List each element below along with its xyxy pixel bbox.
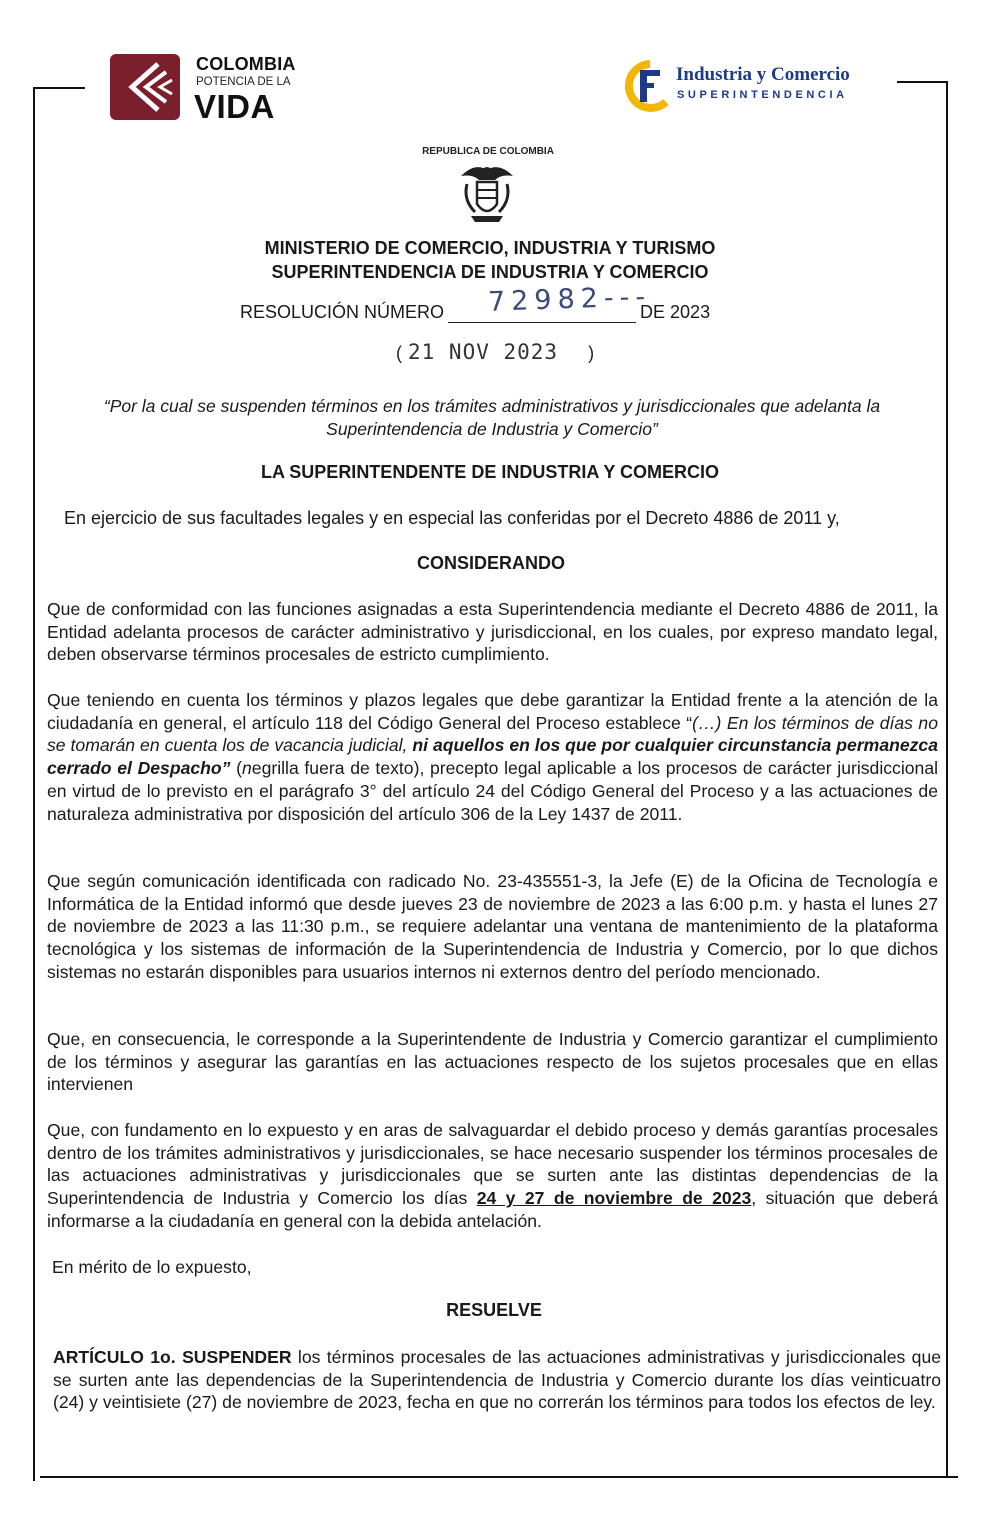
date-stamp: 21 NOV 2023: [408, 340, 559, 364]
p2-rest: egrilla fuera de texto), precepto legal aplicable a los procesos de carácter jurisdiccional en virtud de lo previsto en el parágrafo 3° del artículo 24 del Código General del Proceso y a las actuaciones de naturaleza administrativa por disposición del artículo 306 de la Ley 1437 de 2011.: [47, 758, 939, 824]
p5-text-end: , situación que deberá informarse a la ciudadanía en general con la debida antelación.: [47, 1188, 938, 1231]
resuelve-heading: RESUELVE: [446, 1300, 542, 1320]
ejercicio-paragraph: En ejercicio de sus facultades legales y en especial las conferidas por el Decreto 4886 de 2011 y,: [64, 508, 840, 528]
colombia-logo-icon: [110, 54, 180, 120]
logo-potencia-text: POTENCIA DE LA: [196, 76, 291, 88]
date-close-paren: ): [588, 343, 595, 363]
p2-quote-italic: (…) En los términos de días no se tomarán en cuenta los de vacancia judicial,: [47, 712, 938, 756]
republica-label: REPUBLICA DE COLOMBIA: [422, 146, 554, 157]
frame-bottom: [40, 1476, 958, 1478]
p2-intro: Que teniendo en cuenta los términos y plazos legales que debe garantizar la Entidad frente a la atención de la ciudadanía en general, el artículo 118 del Código General del Proceso establece “: [47, 690, 938, 733]
frame-top-left: [33, 87, 85, 89]
logo-colombia-text: COLOMBIA: [196, 54, 296, 74]
frame-top-right: [897, 81, 947, 83]
considerando-heading: CONSIDERANDO: [416, 553, 565, 573]
resolucion-year: DE 2023: [640, 302, 711, 322]
merito-paragraph: En mérito de lo expuesto,: [52, 1257, 252, 1277]
p2-paren: (: [230, 758, 242, 779]
articulo-1-label: ARTÍCULO 1o.: [53, 1347, 176, 1367]
frame-right: [946, 81, 948, 1476]
p5-text: Que, con fundamento en lo expuesto y en aras de salvaguardar el debido proceso y demás garantías procesales dentro de los trámites administrativos y jurisdiccionales, se hace necesario suspender los términos procesales de las actuaciones administrativas y jurisdiccionales que se surten ante las distintas dependencias de la Superintendencia de Industria y Comercio los días: [47, 1120, 938, 1209]
ministry-name: MINISTERIO DE COMERCIO, INDUSTRIA Y TURISMO: [264, 238, 716, 258]
superintendencia-name: SUPERINTENDENCIA DE INDUSTRIA Y COMERCIO: [271, 262, 709, 282]
coat-of-arms-icon: [455, 160, 519, 226]
considerando-paragraph-5: [47, 1119, 938, 1233]
resolucion-number-handwritten: 72982---: [487, 281, 652, 318]
resolucion-title-quote: “Por la cual se suspenden términos en los trámites administrativos y jurisdiccionales que adelanta la Superintendencia de Industria y Comercio”: [103, 396, 881, 439]
p2-quote-bold: ni aquellos en los que por cualquier circunstancia permanezca cerrado el Despacho”: [47, 735, 938, 779]
considerando-paragraph-3: Que según comunicación identificada con radicado No. 23-435551-3, la Jefe (E) de la Oficina de Tecnología e Informática de la Entidad informó que desde jueves 23 de noviembre de 2023 a las 6:00 p.m. y hasta el lunes 27 de noviembre de 2023 a las 11:30 p.m., se requiere adelantar una ventana de mantenimiento de la plataforma tecnológica y los sistemas de información de la Superintendencia de Industria y Comercio, por lo que dichos sistemas no estarán disponibles para usuarios internos ni externos dentro del período mencionado.: [47, 871, 938, 982]
resolucion-date: [396, 340, 594, 364]
p5-dates-underlined: 24 y 27 de noviembre de 2023: [476, 1188, 752, 1209]
sic-logo: [620, 58, 880, 112]
frame-left: [33, 87, 35, 1481]
superintendente-heading: LA SUPERINTENDENTE DE INDUSTRIA Y COMERCIO: [260, 462, 720, 482]
articulo-1-text: los términos procesales de las actuaciones administrativas y jurisdiccionales que se surten ante las dependencias de la Superintendencia de Industria y Comercio durante los días veinticuatro (24) y veintisiete (27) de noviembre de 2023, fecha en que no correrán los términos para todos los efectos de ley.: [53, 1347, 942, 1413]
logo-industria-comercio-text: Industria y Comercio: [676, 64, 850, 85]
articulo-1: [53, 1346, 941, 1414]
considerando-paragraph-2: [47, 689, 938, 825]
logo-superintendencia-text: SUPERINTENDENCIA: [677, 89, 848, 101]
ministry-header: [0, 236, 990, 284]
p2-n-italic: n: [242, 758, 252, 779]
articulo-1-verb: SUSPENDER: [182, 1347, 292, 1367]
logo-vida-text: VIDA: [194, 88, 275, 125]
colombia-potencia-logo: [110, 52, 310, 125]
considerando-paragraph-4: Que, en consecuencia, le corresponde a la Superintendente de Industria y Comercio garantizar el cumplimiento de los términos y asegurar las garantías en las actuaciones respecto de los sujetos procesales que en ellas intervienen: [47, 1029, 938, 1095]
date-open-paren: (: [396, 343, 402, 363]
considerando-paragraph-1: Que de conformidad con las funciones asignadas a esta Superintendencia mediante el Decreto 4886 de 2011, la Entidad adelanta procesos de carácter administrativo y jurisdiccional, en los cuales, por expreso mandato legal, deben observarse términos procesales de estricto cumplimiento.: [47, 599, 938, 665]
resolucion-label: RESOLUCIÓN NÚMERO: [240, 302, 445, 322]
sic-logo-icon: [620, 58, 672, 112]
